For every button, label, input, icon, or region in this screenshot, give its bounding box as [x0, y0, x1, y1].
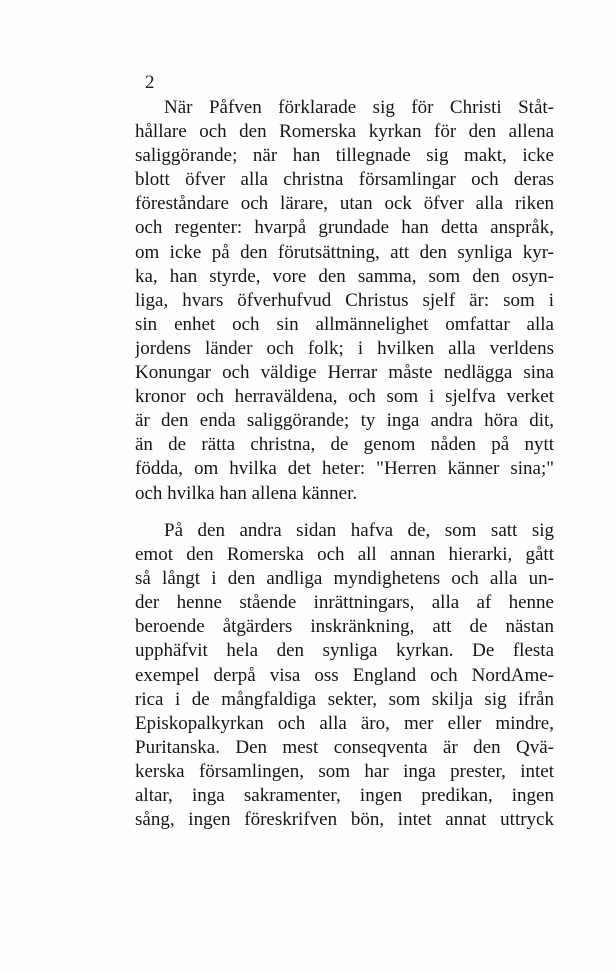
- text-line: der henne stående inrättningars, alla af henne: [135, 592, 554, 614]
- text-line: sång, ingen föreskrifven bön, intet annat uttryck: [135, 809, 554, 831]
- text-line: föreståndare och lärare, utan ock öfver alla riken: [135, 193, 554, 215]
- text-line: upphäfvit hela den synliga kyrkan. De flesta: [135, 640, 554, 662]
- text-line: saliggörande; när han tillegnade sig makt, icke: [135, 145, 554, 167]
- paragraph-1: [135, 96, 554, 506]
- text-line: så långt i den andliga myndighetens och alla un-: [135, 568, 554, 590]
- text-line: hållare och den Romerska kyrkan för den allena: [135, 121, 554, 143]
- paragraph-2: [135, 519, 554, 832]
- text-line: än de rätta christna, de genom nåden på nytt: [135, 434, 554, 456]
- text-line: om icke på den förutsättning, att den synliga kyr-: [135, 241, 554, 263]
- text-line: kerska församlingen, som har inga prester, intet: [135, 760, 554, 782]
- text-line: är den enda saliggörande; ty inga andra höra dit,: [135, 410, 554, 432]
- text-line: exempel derpå visa oss England och NordAme-: [135, 664, 554, 686]
- text-line: Puritanska. Den mest conseqventa är den Qvä-: [135, 736, 554, 758]
- text-line: emot den Romerska och all annan hierarki, gått: [135, 544, 554, 566]
- text-line: altar, inga sakramenter, ingen predikan, ingen: [135, 785, 554, 807]
- text-line: ka, han styrde, vore den samma, som den osyn-: [135, 265, 554, 287]
- text-line: Konungar och väldige Herrar måste nedlägga sina: [135, 362, 554, 384]
- text-line: kronor och herraväldena, och som i sjelfva verket: [135, 386, 554, 408]
- text-line: födda, om hvilka det heter: "Herren känner sina;": [135, 458, 554, 480]
- text-line: liga, hvars öfverhufvud Christus sjelf är: som i: [135, 289, 554, 311]
- text-line: och regenter: hvarpå grundade han detta anspråk,: [135, 217, 554, 239]
- text-line: beroende åtgärders inskränkning, att de nästan: [135, 616, 554, 638]
- text-line: jordens länder och folk; i hvilken alla verldens: [135, 337, 554, 359]
- text-line: och hvilka han allena känner.: [135, 482, 358, 504]
- page-number: 2: [145, 72, 155, 93]
- text-line: På den andra sidan hafva de, som satt sig: [164, 520, 554, 541]
- text-line: sin enhet och sin allmännelighet omfattar alla: [135, 313, 554, 335]
- text-line: När Påfven förklarade sig för Christi Ståt-: [164, 97, 554, 118]
- text-line: Episkopalkyrkan och alla äro, mer eller mindre,: [135, 712, 554, 734]
- text-line: blott öfver alla christna församlingar och deras: [135, 169, 554, 191]
- text-line: rica i de mångfaldiga sekter, som skilja sig ifrån: [135, 688, 554, 710]
